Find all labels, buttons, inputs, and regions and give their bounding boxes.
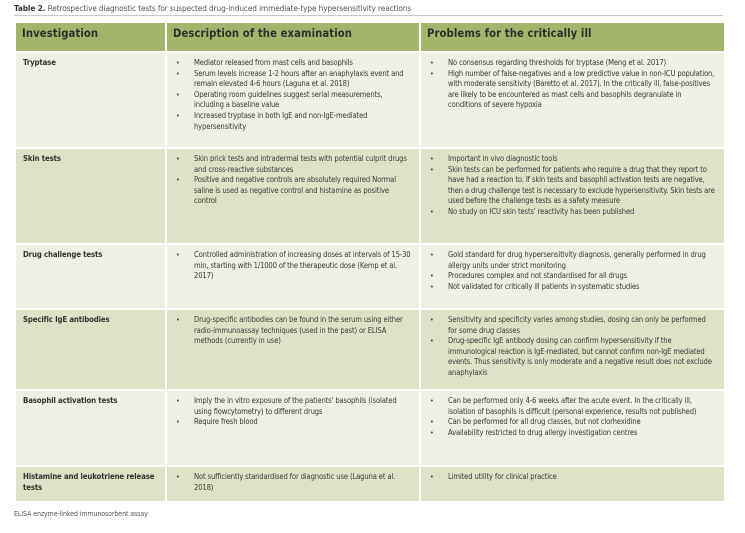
- problems-list: [427, 315, 716, 379]
- investigation-cell: Histamine and leukotriene release tests: [15, 466, 166, 502]
- problems-list: [427, 58, 716, 111]
- investigation-cell: Skin tests: [15, 148, 166, 244]
- description-list: [173, 58, 411, 132]
- problems-cell: [420, 52, 725, 148]
- description-list: [173, 250, 411, 282]
- bullet-item: • Operating room guidelines suggest serial measurements, including a baseline value: [173, 90, 411, 111]
- header-description: Description of the examination: [166, 22, 420, 52]
- problems-cell: [420, 390, 725, 466]
- bullet-item: • Sensitivity and specificity varies among studies, dosing can only be performed for some drug classes: [427, 315, 716, 336]
- investigation-cell: Basophil activation tests: [15, 390, 166, 466]
- investigation-cell: Drug challenge tests: [15, 244, 166, 309]
- description-list: [173, 315, 411, 347]
- bullet-item: • Can be performed for all drug classes, but not clorhexidine: [427, 417, 716, 428]
- problems-list: [427, 154, 716, 218]
- table-caption: [14, 3, 411, 13]
- table-row: [15, 390, 725, 466]
- table-row: [15, 244, 725, 309]
- bullet-item: • Increased tryptase in both IgE and non-IgE-mediated hypersensitivity: [173, 111, 411, 132]
- description-cell: [166, 466, 420, 502]
- problems-cell: [420, 466, 725, 502]
- bullet-item: • Skin tests can be performed for patients who require a drug that they report to have had a reaction to. If skin tests and basophil activation tests are negative, then a drug challenge test is necessary to exclude hypersensitivity. Skin tests are used before the challenge tests as a safety measure: [427, 165, 716, 207]
- description-cell: [166, 244, 420, 309]
- table-row: [15, 52, 725, 148]
- description-cell: [166, 52, 420, 148]
- description-cell: [166, 309, 420, 390]
- bullet-item: • No consensus regarding thresholds for tryptase (Meng et al. 2017): [427, 58, 716, 69]
- bullet-item: • Can be performed only 4-6 weeks after the acute event. In the critically ill, isolation of basophils is difficult (personal experience, results not published): [427, 396, 716, 417]
- table-header-row: [15, 22, 725, 52]
- bullet-item: • Skin prick tests and intradermal tests with potential culprit drugs and cross-reactive substances: [173, 154, 411, 175]
- problems-cell: [420, 309, 725, 390]
- table-caption-label: Table 2.: [14, 3, 46, 13]
- header-problems: Problems for the critically ill: [420, 22, 725, 52]
- bullet-item: • Drug-specific IgE antibody dosing can confirm hypersensitivity if the immunological reaction is IgE-mediated, but cannot confirm non-IgE mediated events. Thus sensitivity is only moderate and a negative result does not exclude anaphylaxis: [427, 336, 716, 378]
- bullet-item: • High number of false-negatives and a low predictive value in non-ICU population, with moderate sensitivity (Baretto et al. 2017). In the critically ill, false-positives are likely to be encountered as mast cells and basophils degranulate in conditions of severe hypoxia: [427, 69, 716, 111]
- bullet-item: • Availability restricted to drug allergy investigation centres: [427, 428, 716, 439]
- investigation-cell: Specific IgE antibodies: [15, 309, 166, 390]
- problems-list: [427, 250, 716, 292]
- table-row: [15, 148, 725, 244]
- diagnostic-tests-table: [14, 21, 726, 503]
- bullet-item: • Gold standard for drug hypersensitivity diagnosis, generally performed in drug allergy units under strict monitoring: [427, 250, 716, 271]
- problems-cell: [420, 244, 725, 309]
- header-investigation: Investigation: [15, 22, 166, 52]
- bullet-item: • Imply the in vitro exposure of the patients' basophils (isolated using flowcytometry) to different drugs: [173, 396, 411, 417]
- bullet-item: • Limited utility for clinical practice: [427, 472, 716, 483]
- investigation-cell: Tryptase: [15, 52, 166, 148]
- description-list: [173, 396, 411, 428]
- bullet-item: • Serum levels increase 1-2 hours after an anaphylaxis event and remain elevated 4-6 hours (Laguna et al. 2018): [173, 69, 411, 90]
- description-list: [173, 154, 411, 207]
- table-footnote: ELISA enzyme-linked immunosorbent assay: [14, 510, 148, 518]
- bullet-item: • Procedures complex and not standardised for all drugs: [427, 271, 716, 282]
- bullet-item: • Require fresh blood: [173, 417, 411, 428]
- bullet-item: • Controlled administration of increasing doses at intervals of 15-30 min, starting with 1/1000 of the therapeutic dose (Kemp et al. 2017): [173, 250, 411, 282]
- table-caption-text: Retrospective diagnostic tests for suspected drug-induced immediate-type hypersensitivity reactions: [45, 3, 412, 13]
- bullet-item: • Drug-specific antibodies can be found in the serum using either radio-immunoassay techniques (used in the past) or ELISA methods (currently in use): [173, 315, 411, 347]
- bullet-item: • No study on ICU skin tests' reactivity has been published: [427, 207, 716, 218]
- bullet-item: • Mediator released from mast cells and basophils: [173, 58, 411, 69]
- bullet-item: • Not sufficiently standardised for diagnostic use (Laguna et al. 2018): [173, 472, 411, 493]
- bullet-item: • Not validated for critically ill patients in systematic studies: [427, 282, 716, 293]
- caption-divider: [14, 15, 723, 16]
- description-cell: [166, 148, 420, 244]
- table-row: [15, 309, 725, 390]
- problems-cell: [420, 148, 725, 244]
- bullet-item: • Important in vivo diagnostic tools: [427, 154, 716, 165]
- description-list: [173, 472, 411, 493]
- problems-list: [427, 472, 716, 483]
- table-row: [15, 466, 725, 502]
- bullet-item: • Positive and negative controls are absolutely required Normal saline is used as negative control and histamine as positive control: [173, 175, 411, 207]
- description-cell: [166, 390, 420, 466]
- problems-list: [427, 396, 716, 438]
